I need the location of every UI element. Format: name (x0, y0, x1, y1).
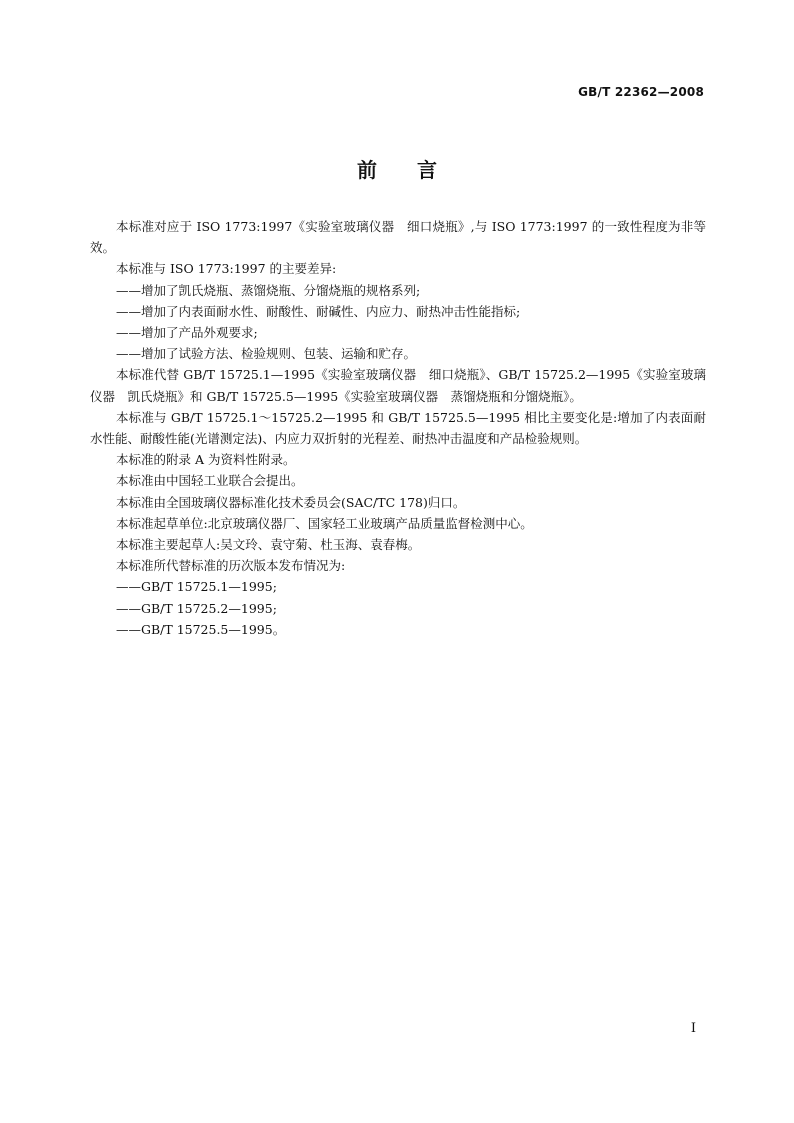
standard-code: GB/T 22362—2008 (578, 85, 704, 99)
title-char-1: 前 (357, 158, 377, 182)
paragraph-correspondence: 本标准对应于 ISO 1773:1997《实验室玻璃仪器 细口烧瓶》,与 ISO 1773:1997 的一致性程度为非等效。 (90, 219, 706, 256)
page-number: I (690, 1021, 696, 1036)
paragraph-drafting-units: 本标准起草单位:北京玻璃仪器厂、国家轻工业玻璃产品质量监督检测中心。 (116, 515, 533, 531)
list-item-history: ——GB/T 15725.2—1995; (116, 600, 277, 616)
title-char-2: 言 (417, 158, 437, 182)
list-item-difference: ——增加了试验方法、检验规则、包装、运输和贮存。 (116, 346, 417, 362)
paragraph-proposed-by: 本标准由中国轻工业联合会提出。 (116, 473, 304, 489)
paragraph-managed-by: 本标准由全国玻璃仪器标准化技术委员会(SAC/TC 178)归口。 (116, 494, 466, 510)
paragraph-replaces: 本标准代替 GB/T 15725.1—1995《实验室玻璃仪器 细口烧瓶》、GB/T 15725.2—1995《实验室玻璃仪器 凯氏烧瓶》和 GB/T 15725.5—1995《实验室玻璃仪器 蒸馏烧瓶和分馏烧瓶》。 (90, 367, 706, 404)
list-item-difference: ——增加了内表面耐水性、耐酸性、耐碱性、内应力、耐热冲击性能指标; (116, 303, 521, 319)
paragraph-history-intro: 本标准所代替标准的历次版本发布情况为: (116, 558, 346, 574)
foreword-body (90, 216, 706, 640)
list-item-history: ——GB/T 15725.1—1995; (116, 579, 277, 595)
list-item-history: ——GB/T 15725.5—1995。 (116, 621, 286, 637)
list-item-difference: ——增加了凯氏烧瓶、蒸馏烧瓶、分馏烧瓶的规格系列; (116, 282, 421, 298)
page-title (0, 154, 794, 183)
paragraph-differences-intro: 本标准与 ISO 1773:1997 的主要差异: (116, 261, 337, 277)
paragraph-annex: 本标准的附录 A 为资料性附录。 (116, 452, 296, 468)
paragraph-changes: 本标准与 GB/T 15725.1～15725.2—1995 和 GB/T 15725.5—1995 相比主要变化是:增加了内表面耐水性能、耐酸性能(光谱测定法)、内应力双折射的光程差、耐热冲击温度和产品检验规则。 (90, 409, 706, 447)
list-item-difference: ——增加了产品外观要求; (116, 325, 258, 341)
paragraph-drafters: 本标准主要起草人:吴文玲、袁守菊、杜玉海、袁春梅。 (116, 537, 421, 553)
